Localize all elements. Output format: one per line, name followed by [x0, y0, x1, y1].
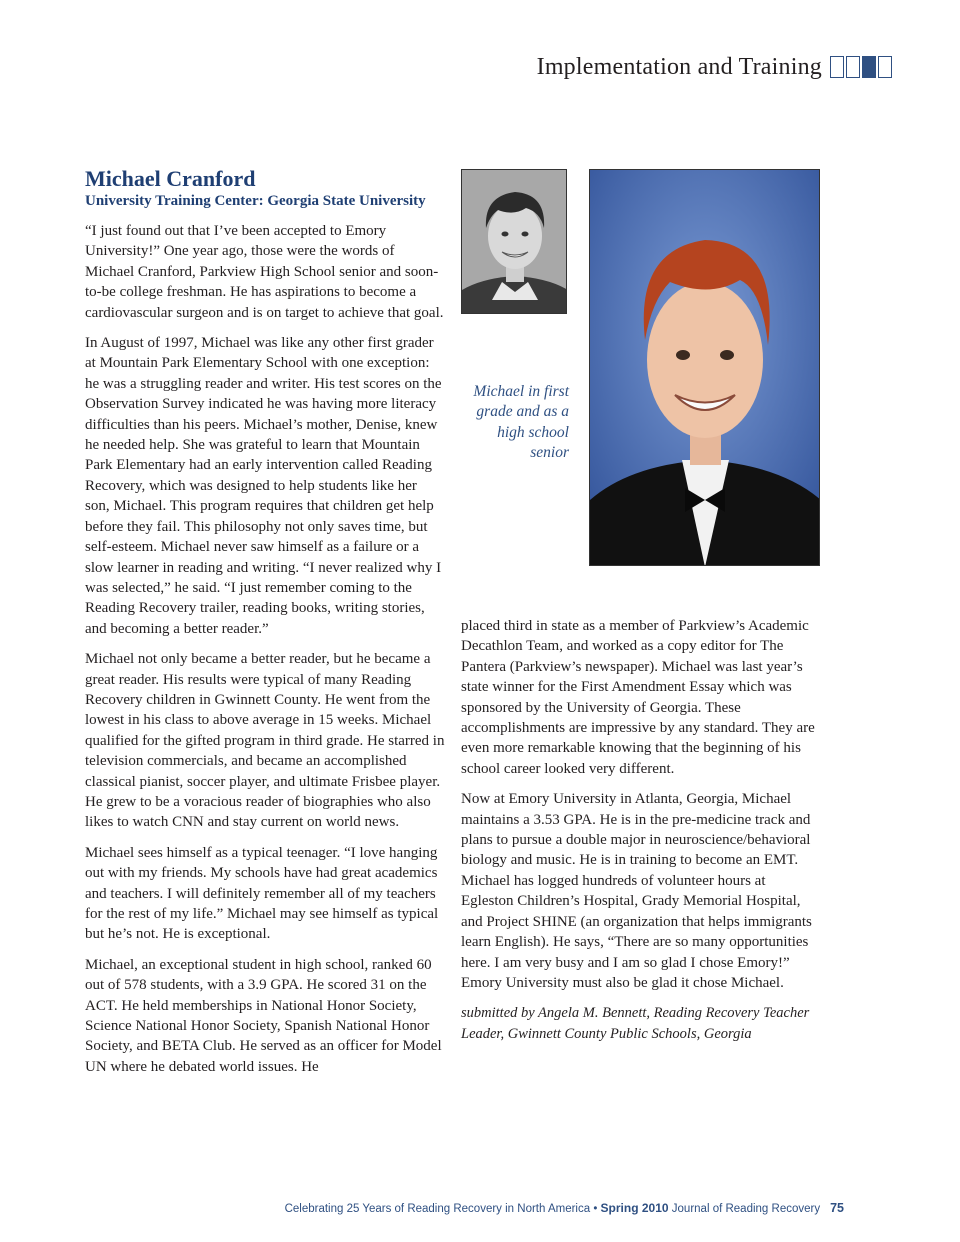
body-paragraph: Michael not only became a better reader, but he became a great reader. His results were typical of many Reading Recovery children in Gwinnett County. He went from the lowest in his class to above average in 15 weeks. Michael qualified for the gifted program in third grade. He starred in television commercials, and became an accomplished classical pianist, soccer player, and ultimate Frisbee player. He grew to be a voracious reader of biographies who also likes to watch CNN and stay current on world news. — [85, 651, 445, 831]
footer-issue: Spring 2010 — [600, 1201, 669, 1215]
page-footer — [285, 1201, 844, 1215]
section-title: Implementation and Training — [536, 54, 822, 80]
body-paragraph: placed third in state as a member of Parkview’s Academic Decathlon Team, and worked as a copy editor for The Pantera (Parkview’s newspaper). Michael was last year’s state winner for the First Amendment Essay which was sponsored by the University of Georgia. These accomplishments are impressive by any standard. They are even more remarkable knowing that the beginning of his school career looked very different. — [461, 618, 815, 777]
running-header — [537, 52, 892, 82]
senior-portrait-photo — [589, 169, 820, 566]
body-paragraph: Now at Emory University in Atlanta, Georgia, Michael maintains a 3.53 GPA. He is in the pre-medicine track and plans to pursue a double major in neuroscience/behavioral biology and music. He is in training to become an EMT. Michael has logged hundreds of volunteer hours at Egleston Children’s Hospital, Grady Memorial Hospital, and Project SHINE (an organization that helps immigrants learn English). He says, “There are so many opportunities here. I am very busy and I am so glad I chose Emory!” Emory University must also be glad it chose Michael. — [461, 791, 812, 991]
body-paragraph: Michael, an exceptional student in high school, ranked 60 out of 578 students, with a 3.9 GPA. He scored 31 on the ACT. He held memberships in National Honor Society, Science National Honor Society, Spanish National Honor Society, and BETA Club. He served as an officer for Model UN where he debated world issues. He — [85, 956, 442, 1075]
right-column — [461, 616, 821, 1044]
body-paragraph: “I just found out that I’ve been accepted to Emory University!” One year ago, those were the words of Michael Cranford, Parkview High School senior and soon-to-be college freshman. He has aspirations to become a cardiovascular surgeon and is on target to achieve that goal. — [85, 223, 444, 321]
section-marker-box — [846, 56, 860, 78]
photo-caption: Michael in first grade and as a high school senior — [473, 383, 569, 462]
teen-portrait-icon — [590, 170, 820, 566]
article-subhead: University Training Center: Georgia State University — [85, 193, 426, 209]
first-grade-photo — [461, 169, 567, 314]
section-marker-box — [830, 56, 844, 78]
submission-credit: submitted by Angela M. Bennett, Reading Recovery Teacher Leader, Gwinnett County Public Schools, Georgia — [461, 1005, 810, 1042]
footer-journal: Journal of Reading Recovery — [671, 1203, 821, 1215]
article-name: Michael Cranford — [85, 166, 256, 191]
page-number: 75 — [830, 1201, 844, 1215]
footer-text — [285, 1201, 821, 1215]
body-paragraph: In August of 1997, Michael was like any other first grader at Mountain Park Elementary School with one exception: he was a struggling reader and writer. His test scores on the Observation Survey indicated he was having more literacy difficulties than his peers. Michael’s mother, Denise, knew he needed help. She was grateful to learn that Mountain Park Elementary had an early intervention called Reading Recovery, which was designed to help students like her son, Michael. This program requires that children get help before they fail. This philosophy not only saves time, but self-esteem. Michael never saw himself as a failure or a slow learner in reading and writing. “I never realized why I was selected,” he said. “I just remember coming to the Reading Recovery trailer, reading books, writing stories, and becoming a better reader.” — [85, 335, 442, 637]
left-column — [85, 166, 445, 1087]
section-marker-box — [878, 56, 892, 78]
section-marker-icon — [830, 56, 892, 78]
body-paragraph: Michael sees himself as a typical teenager. “I love hanging out with my friends. My schools have had great academics and teachers. I will definitely remember all of my teachers for the rest of my life.” Michael may see himself as typical but he’s not. He is exceptional. — [85, 844, 439, 943]
footer-text-start: Celebrating 25 Years of Reading Recovery in North America • — [284, 1203, 598, 1215]
section-marker-box-active — [862, 56, 876, 78]
child-portrait-icon — [462, 170, 567, 314]
